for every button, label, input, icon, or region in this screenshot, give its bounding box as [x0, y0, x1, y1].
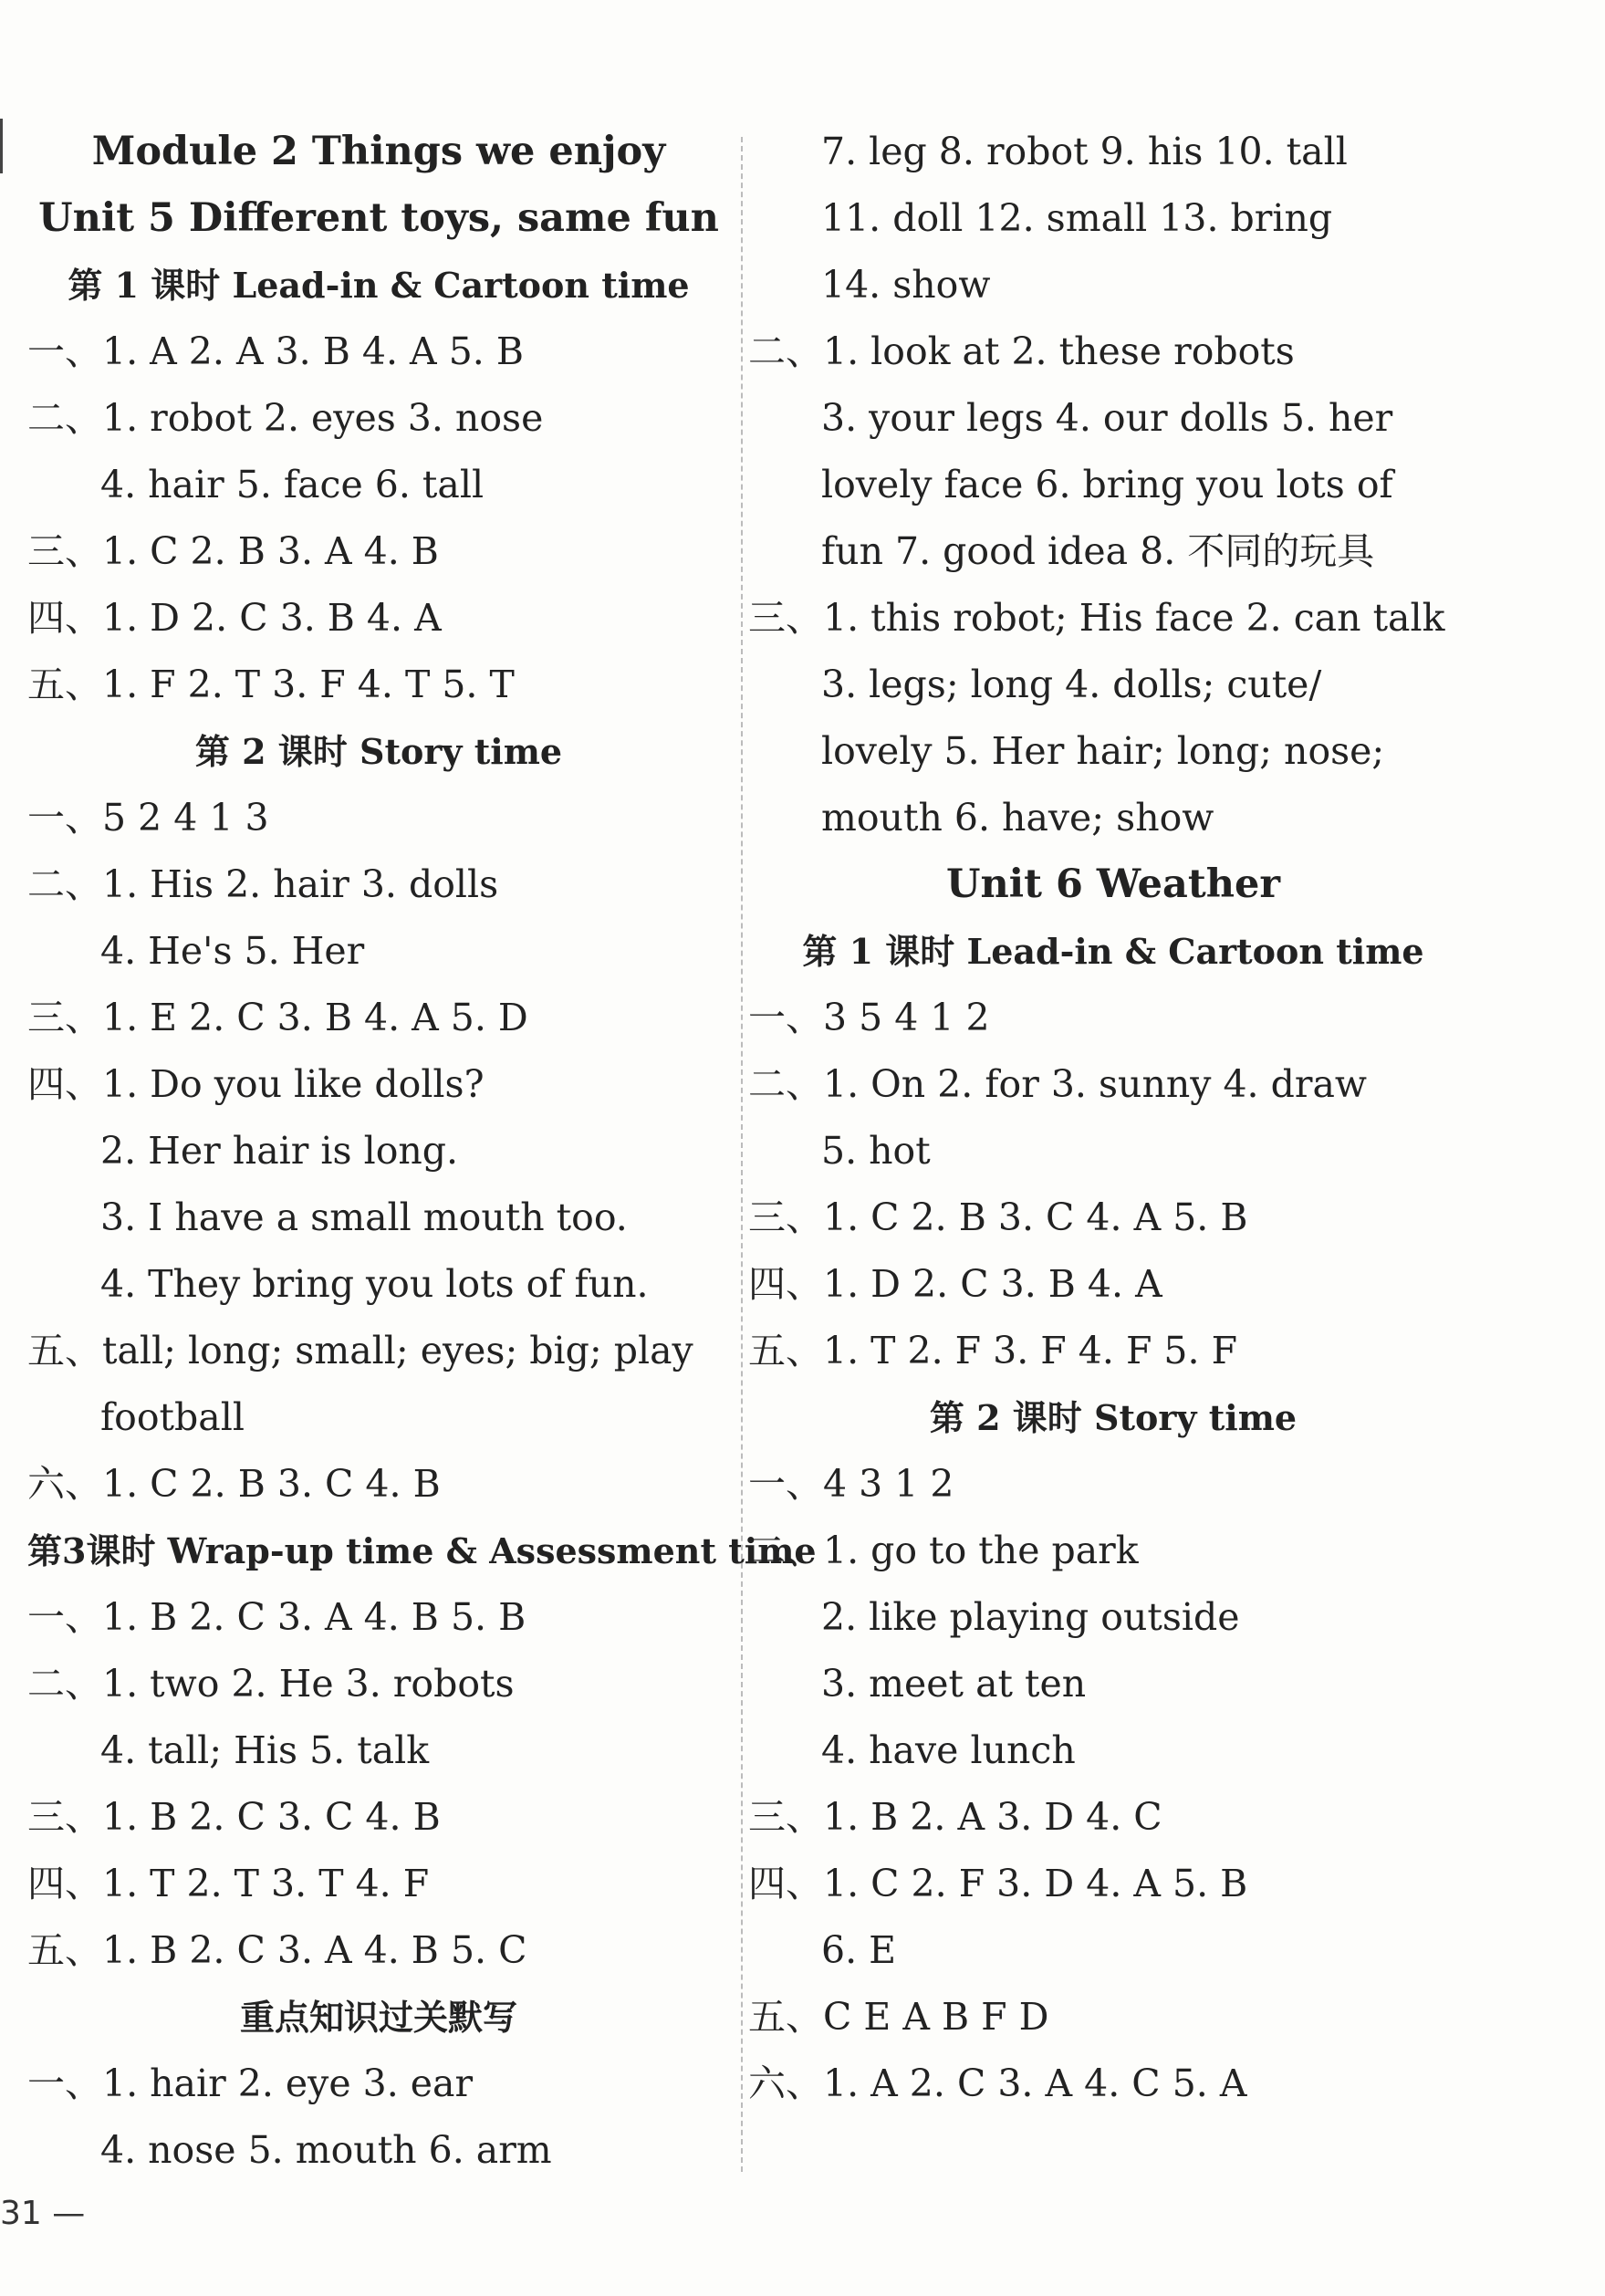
answer-line: 一、1. B 2. C 3. A 4. B 5. B — [27, 1595, 526, 1639]
answer-line: 六、1. A 2. C 3. A 4. C 5. A — [748, 2061, 1247, 2105]
answer-line: 6. E — [821, 1928, 897, 1972]
answer-line: 二、1. On 2. for 3. sunny 4. draw — [748, 1062, 1367, 1106]
answer-line: mouth 6. have; show — [821, 796, 1214, 840]
answer-line: 一、4 3 1 2 — [748, 1462, 954, 1506]
answer-line: 四、1. Do you like dolls? — [27, 1062, 485, 1106]
answer-line: lovely face 6. bring you lots of — [821, 463, 1393, 506]
answer-line: 六、1. C 2. B 3. C 4. B — [27, 1462, 441, 1506]
answer-line: 4. They bring you lots of fun. — [100, 1262, 649, 1306]
answer-line: 4. have lunch — [821, 1728, 1076, 1772]
answer-line: 五、1. T 2. F 3. F 4. F 5. F — [748, 1329, 1238, 1372]
answer-line: lovely 5. Her hair; long; nose; — [821, 729, 1385, 773]
u6-lesson1-title: 第 1 课时 Lead-in & Cartoon time — [802, 931, 1424, 972]
answer-line: 二、1. His 2. hair 3. dolls — [27, 862, 499, 906]
answer-line: 二、1. look at 2. these robots — [748, 329, 1295, 373]
answer-line: 4. nose 5. mouth 6. arm — [100, 2128, 552, 2172]
answer-line: 三、1. B 2. C 3. C 4. B — [27, 1795, 441, 1839]
answer-line: football — [100, 1395, 245, 1439]
answer-line: 五、1. B 2. C 3. A 4. B 5. C — [27, 1928, 527, 1972]
answer-line: 五、C E A B F D — [748, 1995, 1049, 2039]
answer-line: 四、1. D 2. C 3. B 4. A — [748, 1262, 1162, 1306]
answer-line: 2. Her hair is long. — [100, 1129, 459, 1173]
right-column — [748, 119, 1478, 2117]
answer-line: 二、1. two 2. He 3. robots — [27, 1662, 515, 1706]
answer-line: 五、tall; long; small; eyes; big; play — [27, 1329, 693, 1372]
answer-line: 5. hot — [821, 1129, 931, 1173]
answer-line: 一、5 2 4 1 3 — [27, 796, 269, 840]
answer-line: 五、1. F 2. T 3. F 4. T 5. T — [27, 663, 515, 706]
answer-line: 四、1. D 2. C 3. B 4. A — [27, 596, 442, 640]
lesson1-title: 第 1 课时 Lead-in & Cartoon time — [68, 265, 690, 306]
answer-line: 三、1. C 2. B 3. C 4. A 5. B — [748, 1195, 1248, 1239]
page-number: 31 — — [0, 2195, 86, 2232]
answer-line: 4. hair 5. face 6. tall — [100, 463, 485, 506]
page-edge-mark — [0, 119, 10, 173]
answer-line: 7. leg 8. robot 9. his 10. tall — [821, 130, 1348, 173]
answer-line: 11. doll 12. small 13. bring — [821, 196, 1333, 240]
unit5-title: Unit 5 Different toys, same fun — [38, 195, 719, 241]
answer-line: 三、1. this robot; His face 2. can talk — [748, 596, 1445, 640]
answer-line: 2. like playing outside — [821, 1595, 1240, 1639]
answer-line: 一、1. A 2. A 3. B 4. A 5. B — [27, 329, 524, 373]
column-divider — [741, 137, 743, 2172]
answer-line: 四、1. C 2. F 3. D 4. A 5. B — [748, 1862, 1248, 1905]
answer-line: 3. I have a small mouth too. — [100, 1195, 628, 1239]
answer-line: 三、1. B 2. A 3. D 4. C — [748, 1795, 1162, 1839]
answer-line: fun 7. good idea 8. 不同的玩具 — [821, 529, 1375, 573]
answer-line: 4. He's 5. Her — [100, 929, 365, 973]
answer-line: 三、1. C 2. B 3. A 4. B — [27, 529, 439, 573]
answer-line: 3. legs; long 4. dolls; cute/ — [821, 663, 1322, 706]
unit6-title: Unit 6 Weather — [946, 861, 1280, 907]
left-column — [27, 119, 817, 2184]
answer-line: 一、3 5 4 1 2 — [748, 996, 990, 1039]
lesson2-title: 第 2 课时 Story time — [194, 731, 563, 772]
answer-line: 3. your legs 4. our dolls 5. her — [821, 396, 1393, 440]
answer-line: 一、1. hair 2. eye 3. ear — [27, 2061, 474, 2105]
answer-line: 二、1. robot 2. eyes 3. nose — [27, 396, 544, 440]
answer-line: 二、1. go to the park — [748, 1529, 1139, 1572]
answer-line: 3. meet at ten — [821, 1662, 1087, 1706]
answer-line: 4. tall; His 5. talk — [100, 1728, 430, 1772]
answer-line: 三、1. E 2. C 3. B 4. A 5. D — [27, 996, 528, 1039]
answer-line: 14. show — [821, 263, 991, 307]
u6-lesson2-title: 第 2 课时 Story time — [929, 1397, 1298, 1438]
module-title: Module 2 Things we enjoy — [91, 129, 666, 174]
answer-line: 四、1. T 2. T 3. T 4. F — [27, 1862, 430, 1905]
review-title: 重点知识过关默写 — [239, 1997, 517, 2038]
lesson3-title: 第3课时 Wrap-up time & Assessment time — [27, 1530, 817, 1571]
